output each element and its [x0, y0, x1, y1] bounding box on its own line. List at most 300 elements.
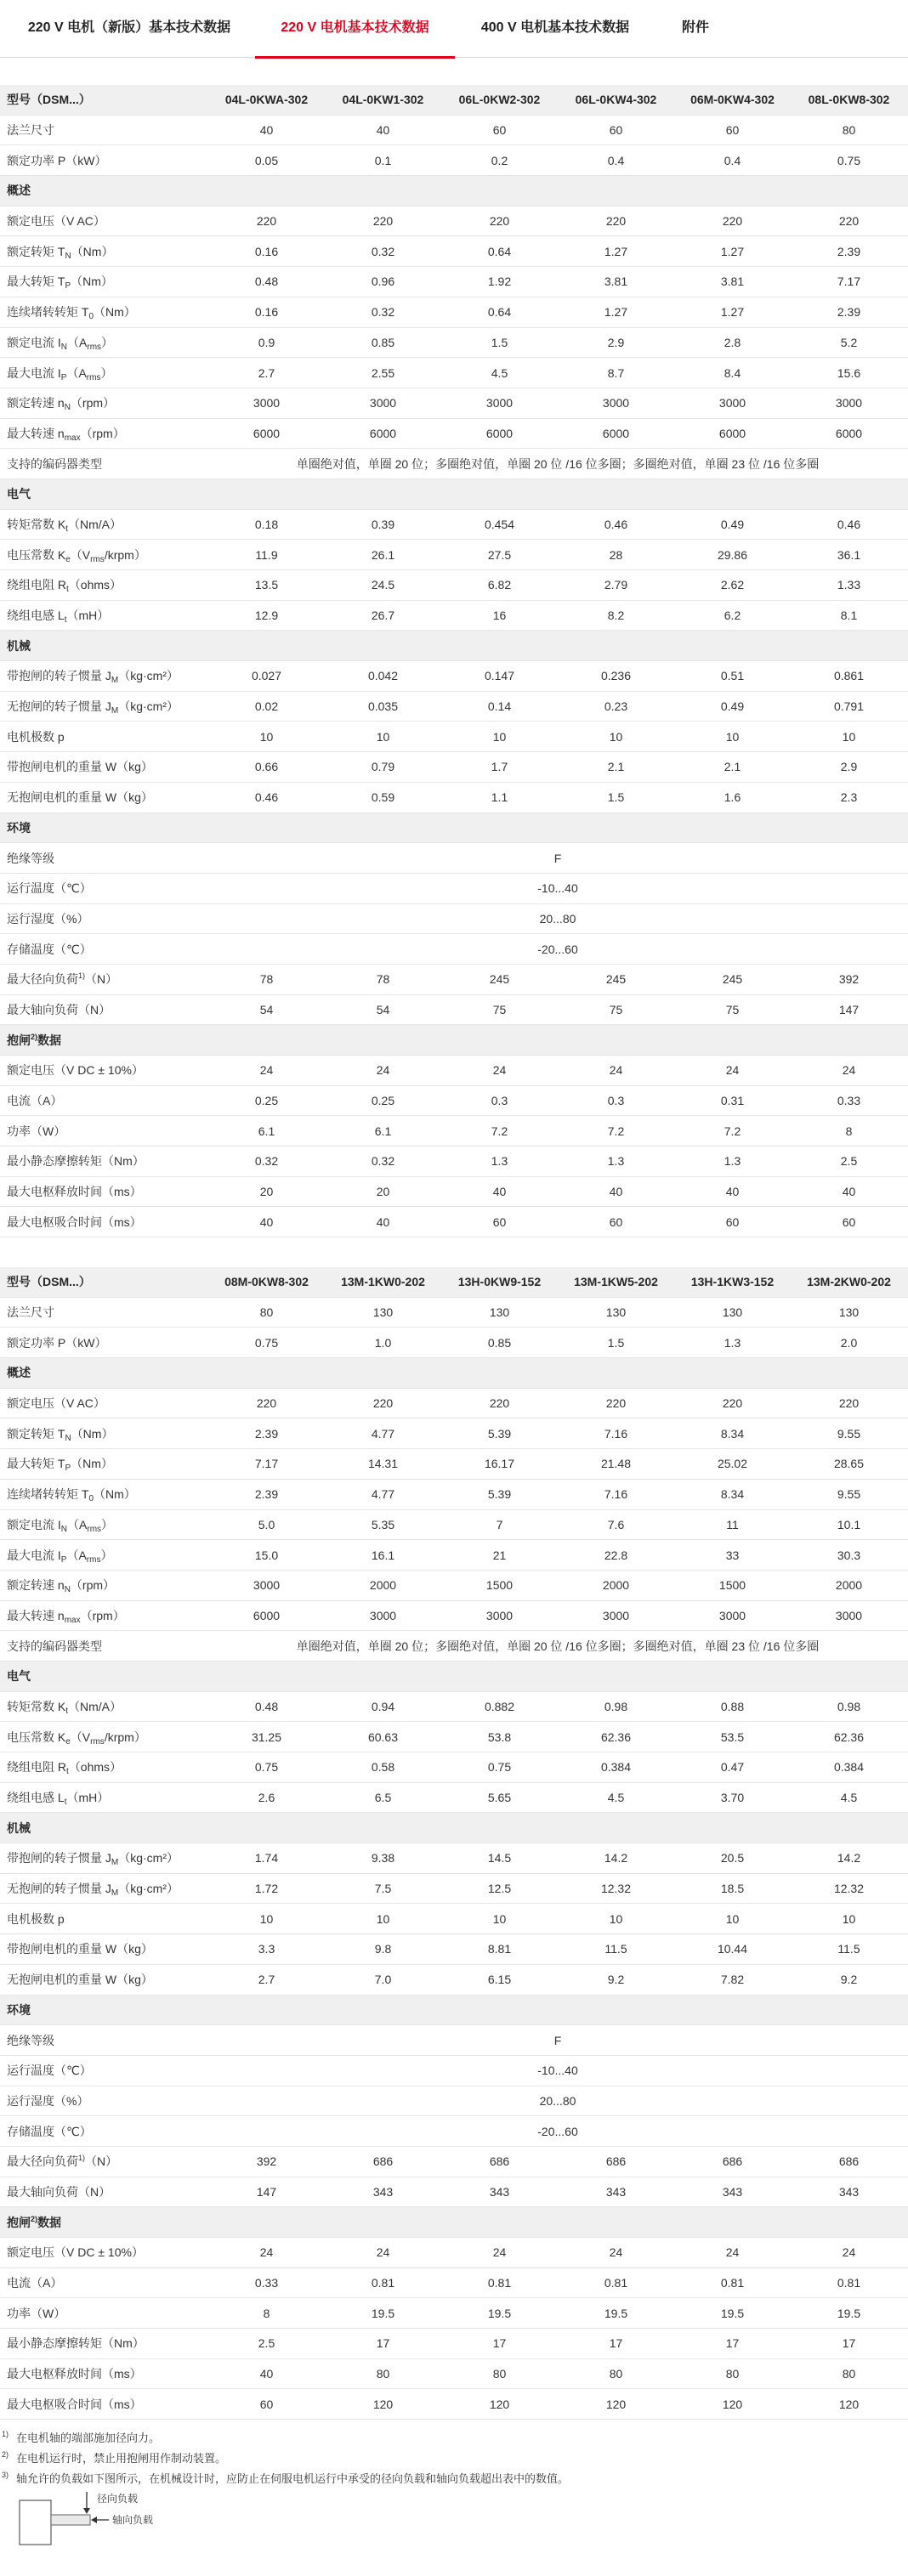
row-label	[0, 1062, 208, 1079]
value-cell: 19.5	[371, 2306, 395, 2320]
label-text: 最大径向负荷	[7, 2154, 78, 2169]
shared-value-cell: 单圈绝对值，单圈 20 位；多圈绝对值，单圈 20 位 /16 位多圈；多圈绝对值，单圈 23 位 /16 位多圈	[296, 1639, 820, 1653]
value-cell: 2.6	[258, 1791, 275, 1805]
spec-row-shared-value	[0, 2086, 908, 2117]
value-cell: 11.5	[837, 1942, 860, 1956]
spec-row	[0, 328, 908, 359]
row-label	[0, 394, 208, 411]
spec-row	[0, 1056, 908, 1086]
value-cell: 0.79	[371, 760, 395, 774]
model-name: 04L-0KWA-302	[224, 93, 309, 107]
value-cell: 10.44	[717, 1942, 748, 1956]
label-text: 最大电枢释放时间（ms）	[7, 2367, 142, 2381]
spec-row	[0, 2177, 908, 2208]
row-label	[0, 212, 208, 229]
value-cell: 25.02	[717, 1457, 748, 1471]
value-cell: 14.5	[487, 1851, 512, 1865]
section-header-row	[0, 1358, 908, 1389]
label-subscript: e	[65, 554, 71, 563]
tab-400v-basic-data[interactable]: 400 V 电机基本技术数据	[480, 20, 630, 35]
value-cell: 60	[259, 2397, 274, 2411]
value-cell: 0.64	[487, 244, 512, 258]
row-label	[0, 1214, 208, 1231]
value-cell: 0.32	[371, 305, 395, 320]
spec-row	[0, 2147, 908, 2177]
label-text: 额定电流 I	[7, 335, 61, 349]
label-text: 额定功率 P（kW）	[7, 1335, 107, 1350]
label-text: 运行温度（℃）	[7, 881, 92, 896]
value-cell: 120	[372, 2397, 394, 2411]
label-text: 绝缘等级	[7, 2033, 54, 2047]
value-cell: 8.4	[724, 365, 741, 380]
value-cell: 40	[725, 1185, 740, 1199]
value-cell: 17	[376, 2336, 390, 2351]
value-cell: 0.81	[371, 2276, 395, 2290]
value-cell: 1.5	[607, 790, 625, 805]
label-subscript: rms	[86, 1554, 101, 1564]
label-text: 最大转矩 T	[7, 1457, 65, 1471]
value-cell: 0.4	[607, 153, 625, 167]
motor-body	[20, 2500, 51, 2545]
value-cell: 2.5	[840, 1154, 858, 1169]
row-label	[0, 2183, 208, 2200]
value-cell: 0.81	[604, 2276, 628, 2290]
label-text: （Nm/A）	[68, 517, 122, 531]
value-cell: 0.32	[371, 244, 395, 258]
value-cell: 0.042	[367, 669, 399, 683]
value-cell: 78	[376, 972, 390, 987]
value-cell: 21.48	[600, 1457, 632, 1471]
value-cell: 120	[489, 2397, 510, 2411]
value-cell: 3000	[253, 396, 281, 410]
shared-value-cell: F	[553, 851, 562, 865]
spec-row	[0, 570, 908, 601]
label-text: （N）	[85, 2154, 118, 2169]
value-cell: 9.2	[607, 1973, 625, 1987]
value-cell: 343	[605, 2184, 627, 2199]
value-cell: 130	[372, 1305, 394, 1320]
spec-row	[0, 1177, 908, 1208]
spec-row	[0, 2238, 908, 2268]
value-cell: 2.7	[258, 365, 275, 380]
value-cell: 60	[492, 123, 507, 138]
value-cell: 120	[722, 2397, 743, 2411]
label-text: （mH）	[66, 1791, 110, 1805]
value-cell: 1500	[718, 1578, 746, 1593]
value-cell: 40	[609, 1185, 623, 1199]
label-text: 带抱闸电机的重量 W（kg）	[7, 760, 153, 774]
value-cell: 30.3	[837, 1548, 861, 1562]
spec-row	[0, 601, 908, 631]
value-cell: 22.8	[604, 1548, 628, 1562]
label-text: 最小静态摩擦转矩（Nm）	[7, 2336, 145, 2351]
section-title	[0, 2214, 907, 2231]
value-cell: 0.81	[720, 2276, 745, 2290]
value-cell: 0.75	[254, 1760, 279, 1775]
value-cell: 10	[492, 1911, 507, 1926]
value-cell: 2.39	[837, 244, 861, 258]
section-title	[0, 182, 907, 199]
value-cell: 0.236	[600, 669, 632, 683]
value-cell: 0.32	[371, 1154, 395, 1169]
footnote-text: 在电机轴的端部施加径向力。	[16, 2432, 161, 2444]
value-cell: 10	[609, 729, 623, 744]
label-text: 电机极数 p	[7, 729, 65, 744]
value-cell: 0.05	[254, 153, 279, 167]
label-subscript: t	[65, 1706, 69, 1715]
value-cell: 9.55	[837, 1426, 861, 1441]
label-text: ）	[100, 365, 113, 380]
value-cell: 60.63	[367, 1730, 399, 1744]
label-text: 带抱闸电机的重量 W（kg）	[7, 1942, 153, 1956]
value-cell: 1.3	[724, 1154, 741, 1169]
value-cell: 0.16	[254, 244, 279, 258]
row-label	[0, 1334, 208, 1351]
value-cell: 12.32	[600, 1882, 632, 1896]
label-text: 最大转速 n	[7, 426, 65, 440]
label-text: ）	[101, 1517, 114, 1531]
value-cell: 28.65	[833, 1457, 865, 1471]
label-text: （A	[66, 1548, 87, 1562]
value-cell: 6000	[485, 426, 514, 440]
row-label	[0, 1911, 208, 1928]
value-cell: 24.5	[371, 578, 395, 592]
label-text: 抱闸	[7, 2215, 31, 2229]
row-label	[0, 273, 208, 290]
row-label	[0, 122, 208, 139]
value-cell: 0.882	[484, 1699, 515, 1713]
value-cell: 6000	[253, 426, 281, 440]
label-subscript: max	[64, 1615, 81, 1624]
footnote-marker: 1)	[2, 2430, 9, 2438]
section-title	[0, 1667, 907, 1684]
label-text: （A	[66, 365, 87, 380]
value-cell: 21	[492, 1548, 507, 1562]
value-cell: 1500	[485, 1578, 514, 1593]
label-text: /krpm）	[104, 547, 146, 562]
value-cell: 36.1	[837, 547, 861, 562]
value-cell: 0.66	[254, 760, 279, 774]
value-cell: 40	[842, 1185, 856, 1199]
value-cell: 4.77	[371, 1487, 395, 1502]
section-header-row	[0, 2207, 908, 2238]
value-cell: 220	[605, 1396, 627, 1411]
label-text: 支持的编码器类型	[7, 456, 102, 471]
row-label	[0, 1516, 208, 1533]
label-subscript: P	[65, 1464, 71, 1473]
label-subscript: 0	[88, 1494, 94, 1503]
value-cell: 220	[256, 1396, 277, 1411]
tab-220v-basic-data[interactable]: 220 V 电机基本技术数据	[255, 0, 455, 58]
value-cell: 0.4	[724, 153, 741, 167]
row-label	[0, 2305, 208, 2322]
spec-row	[0, 2298, 908, 2329]
model-header-label: 型号（DSM...）	[7, 93, 91, 107]
label-text: （mH）	[66, 609, 110, 623]
spec-row	[0, 510, 908, 541]
value-cell: 220	[372, 1396, 394, 1411]
label-text: 电流（A）	[7, 1094, 63, 1108]
value-cell: 0.33	[837, 1094, 861, 1108]
label-text: 额定功率 P（kW）	[7, 153, 107, 167]
label-subscript: max	[64, 433, 81, 442]
value-cell: 0.9	[258, 335, 275, 349]
spec-row	[0, 236, 908, 267]
spec-row	[0, 1480, 908, 1510]
value-cell: 0.2	[491, 153, 508, 167]
spec-row	[0, 722, 908, 752]
value-cell: 0.75	[254, 1335, 279, 1350]
value-cell: 40	[492, 1185, 507, 1199]
value-cell: 0.3	[607, 1094, 625, 1108]
value-cell: 6000	[369, 426, 397, 440]
value-cell: 7.0	[374, 1973, 392, 1987]
value-cell: 0.46	[254, 790, 279, 805]
spec-row	[0, 419, 908, 450]
label-text: ）	[100, 1548, 113, 1562]
value-cell: 1.7	[491, 760, 508, 774]
value-cell: 686	[605, 2154, 627, 2169]
row-label	[0, 546, 208, 563]
value-cell: 14.31	[367, 1457, 399, 1471]
label-text: （Nm）	[94, 305, 136, 320]
value-cell: 75	[725, 1002, 740, 1016]
value-cell: 9.38	[371, 1851, 395, 1865]
spec-row-shared-value	[0, 449, 908, 479]
value-cell: 80	[259, 1305, 274, 1320]
row-label	[0, 2244, 208, 2261]
value-cell: 220	[489, 214, 510, 229]
value-cell: 0.75	[487, 1760, 512, 1775]
label-text: （kg·cm²）	[118, 1882, 179, 1896]
value-cell: 26.7	[371, 609, 395, 623]
value-cell: 0.48	[254, 1699, 279, 1713]
label-text: 无抱闸的转子惯量 J	[7, 699, 111, 714]
row-label	[0, 243, 208, 260]
model-name: 08M-0KW8-302	[224, 1275, 309, 1289]
value-cell: 12.9	[254, 609, 279, 623]
value-cell: 24	[259, 2245, 274, 2260]
value-cell: 20	[259, 1185, 274, 1199]
label-text: 额定转速 n	[7, 396, 65, 410]
value-cell: 5.65	[487, 1791, 512, 1805]
label-subscript: e	[65, 1736, 71, 1746]
label-text: 概述	[7, 184, 31, 198]
value-cell: 0.16	[254, 305, 279, 320]
label-subscript: M	[111, 1858, 119, 1867]
label-text: 最大转矩 T	[7, 275, 65, 289]
value-cell: 1.3	[491, 1154, 508, 1169]
value-cell: 10	[609, 1911, 623, 1926]
value-cell: 3.3	[258, 1942, 275, 1956]
label-subscript: P	[65, 281, 71, 291]
row-label	[0, 758, 208, 775]
value-cell: 130	[838, 1305, 860, 1320]
value-cell: 220	[256, 214, 277, 229]
value-cell: 6.2	[724, 609, 741, 623]
label-text: 最大径向负荷	[7, 972, 78, 987]
shared-value-cell: -10...40	[537, 2064, 578, 2078]
label-text: 支持的编码器类型	[7, 1639, 102, 1653]
value-cell: 10	[842, 729, 856, 744]
value-cell: 80	[842, 2367, 856, 2381]
row-label	[0, 1940, 208, 1957]
spec-row-shared-value	[0, 934, 908, 965]
label-subscript: t	[65, 524, 69, 533]
value-cell: 11.9	[255, 547, 278, 562]
value-cell: 0.25	[254, 1094, 279, 1108]
value-cell: 2.3	[840, 790, 858, 805]
value-cell: 24	[725, 2245, 740, 2260]
value-cell: 12.32	[833, 1882, 865, 1896]
label-subscript: t	[66, 1767, 69, 1776]
spec-row	[0, 297, 908, 328]
tab-accessories[interactable]: 附件	[681, 20, 709, 35]
value-cell: 54	[376, 1002, 390, 1016]
label-text: ）	[101, 335, 114, 349]
label-text: 额定电压（V DC ± 10%）	[7, 2245, 144, 2260]
value-cell: 15.0	[254, 1548, 279, 1562]
model-header-label: 型号（DSM...）	[7, 1275, 91, 1289]
value-cell: 3000	[718, 1608, 746, 1622]
value-cell: 12.5	[487, 1882, 512, 1896]
label-subscript: P	[60, 1554, 67, 1564]
value-cell: 6.82	[487, 578, 512, 592]
value-cell: 2.79	[604, 578, 628, 592]
value-cell: 4.5	[840, 1791, 858, 1805]
value-cell: 0.58	[371, 1760, 395, 1775]
spec-row	[0, 1692, 908, 1723]
value-cell: 147	[256, 2184, 277, 2199]
value-cell: 10	[725, 729, 740, 744]
row-label	[0, 1152, 208, 1169]
model-header-row	[0, 85, 908, 116]
value-cell: 2.8	[724, 335, 741, 349]
row-label	[0, 1425, 208, 1442]
value-cell: 1.5	[607, 1335, 625, 1350]
value-cell: 60	[725, 1214, 740, 1229]
row-label	[0, 2032, 208, 2049]
section-header-row	[0, 813, 908, 844]
spec-row-shared-value	[0, 874, 908, 904]
model-name: 06L-0KW2-302	[458, 93, 541, 107]
tab-220v-new-basic-data[interactable]: 220 V 电机（新版）基本技术数据	[27, 20, 231, 35]
value-cell: 130	[605, 1305, 627, 1320]
value-cell: 13.5	[254, 578, 279, 592]
value-cell: 3.81	[604, 275, 628, 289]
value-cell: 0.18	[254, 517, 279, 531]
value-cell: 0.88	[720, 1699, 745, 1713]
label-subscript: N	[60, 1524, 68, 1533]
footnote-3	[0, 2469, 908, 2489]
value-cell: 8.1	[840, 609, 858, 623]
label-text: 额定电流 I	[7, 1517, 61, 1531]
value-cell: 343	[489, 2184, 510, 2199]
label-text: （rpm）	[70, 1578, 116, 1593]
value-cell: 24	[609, 1063, 623, 1078]
section-title	[0, 1032, 907, 1049]
value-cell: 5.35	[371, 1517, 395, 1531]
value-cell: 1.6	[724, 790, 741, 805]
spec-row	[0, 1904, 908, 1934]
value-cell: 2.55	[371, 365, 395, 380]
label-text: （Nm/A）	[68, 1699, 122, 1713]
value-cell: 0.59	[371, 790, 395, 805]
row-label	[0, 1395, 208, 1412]
motor-shaft	[51, 2515, 90, 2525]
label-text: 最小静态摩擦转矩（Nm）	[7, 1154, 145, 1169]
row-label	[0, 2153, 208, 2170]
value-cell: 1.92	[487, 275, 512, 289]
spec-row	[0, 1965, 908, 1996]
value-cell: 60	[609, 1214, 623, 1229]
spec-row	[0, 1328, 908, 1358]
spec-row	[0, 1874, 908, 1905]
label-text: 最大电枢吸合时间（ms）	[7, 1214, 142, 1229]
row-label	[0, 789, 208, 806]
spec-row	[0, 1146, 908, 1177]
spec-row	[0, 388, 908, 419]
value-cell: 4.5	[607, 1791, 625, 1805]
section-title	[0, 1364, 907, 1381]
model-name: 06L-0KW4-302	[575, 93, 657, 107]
value-cell: 392	[838, 972, 860, 987]
footnote-marker: 3)	[2, 2471, 9, 2479]
row-label	[0, 152, 208, 169]
value-cell: 75	[492, 1002, 507, 1016]
value-cell: 0.81	[487, 2276, 512, 2290]
value-cell: 9.8	[374, 1942, 392, 1956]
value-cell: 75	[609, 1002, 623, 1016]
value-cell: 7.16	[604, 1426, 628, 1441]
value-cell: 0.49	[720, 517, 745, 531]
row-label	[0, 728, 208, 745]
value-cell: 17	[492, 2336, 507, 2351]
value-cell: 78	[259, 972, 274, 987]
value-cell: 5.39	[487, 1426, 512, 1441]
spec-row	[0, 1722, 908, 1752]
label-text: 电压常数 K	[7, 1730, 66, 1744]
label-text: 转矩常数 K	[7, 1699, 66, 1713]
value-cell: 24	[492, 2245, 507, 2260]
value-cell: 53.8	[487, 1730, 512, 1744]
row-label	[0, 1971, 208, 1988]
label-text: 机械	[7, 638, 31, 653]
value-cell: 1.27	[604, 244, 628, 258]
value-cell: 220	[838, 214, 860, 229]
row-label	[0, 1758, 208, 1775]
axial-load-arrow	[91, 2517, 109, 2523]
value-cell: 0.384	[833, 1760, 865, 1775]
spec-row	[0, 1752, 908, 1783]
value-cell: 28	[609, 547, 623, 562]
label-text: 额定转矩 T	[7, 244, 65, 258]
label-subscript: rms	[86, 372, 101, 382]
value-cell: 14.2	[604, 1851, 628, 1865]
section-title	[0, 819, 907, 836]
spec-row	[0, 1934, 908, 1965]
value-cell: 3000	[369, 1608, 397, 1622]
value-cell: 17	[842, 2336, 856, 2351]
value-cell: 3.81	[720, 275, 745, 289]
value-cell: 8	[845, 1124, 853, 1138]
value-cell: 8.2	[607, 609, 625, 623]
spec-row	[0, 2389, 908, 2420]
label-text: 存储温度（℃）	[7, 942, 92, 956]
value-cell: 220	[605, 214, 627, 229]
spec-row	[0, 1389, 908, 1419]
value-cell: 0.02	[254, 699, 279, 714]
